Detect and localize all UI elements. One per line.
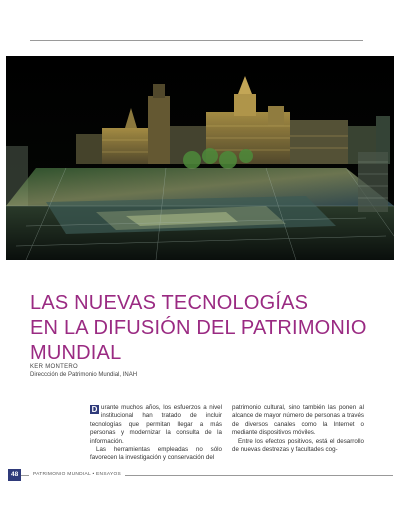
article-title [30,291,367,366]
section-label: PATRIMONIO MUNDIAL • ENSAYOS [29,469,125,481]
author-block [30,363,137,379]
paragraph [90,404,222,446]
point-cloud-render [6,56,394,260]
drop-cap: D [91,405,98,414]
page-footer [8,469,388,481]
page-number: 48 [8,469,21,481]
title-line-1: LAS NUEVAS TECNOLOGÍAS [30,292,309,315]
paragraph: patrimonio cultural, sino también las ponen al alcance de mayor número de personas a través de diversos canales como la Internet o mediante dispositivos móviles. [232,404,364,437]
top-rule [30,40,363,41]
author-name: KER MONTERO [30,364,78,370]
paragraph-text: urante muchos años, los esfuerzos a nivel institucional han tratado de incluir tecnologías que permitan llegar a más personas y modernizar la consulta de la información. [90,404,222,445]
hero-image [6,56,394,260]
body-column-2 [232,404,364,454]
author-role: Direccción de Patrimonio Mundial, INAH [30,372,138,378]
paragraph: Entre los efectos positivos, está el desarrollo de nuevas destrezas y facultades cog- [232,437,364,454]
body-column-1 [90,404,222,463]
title-line-3: MUNDIAL [30,342,122,365]
paragraph: Las herramientas empleadas no sólo favorecen la investigación y conservación del [90,446,222,462]
title-line-2: EN LA DIFUSIÓN DEL PATRIMONIO [30,317,367,340]
